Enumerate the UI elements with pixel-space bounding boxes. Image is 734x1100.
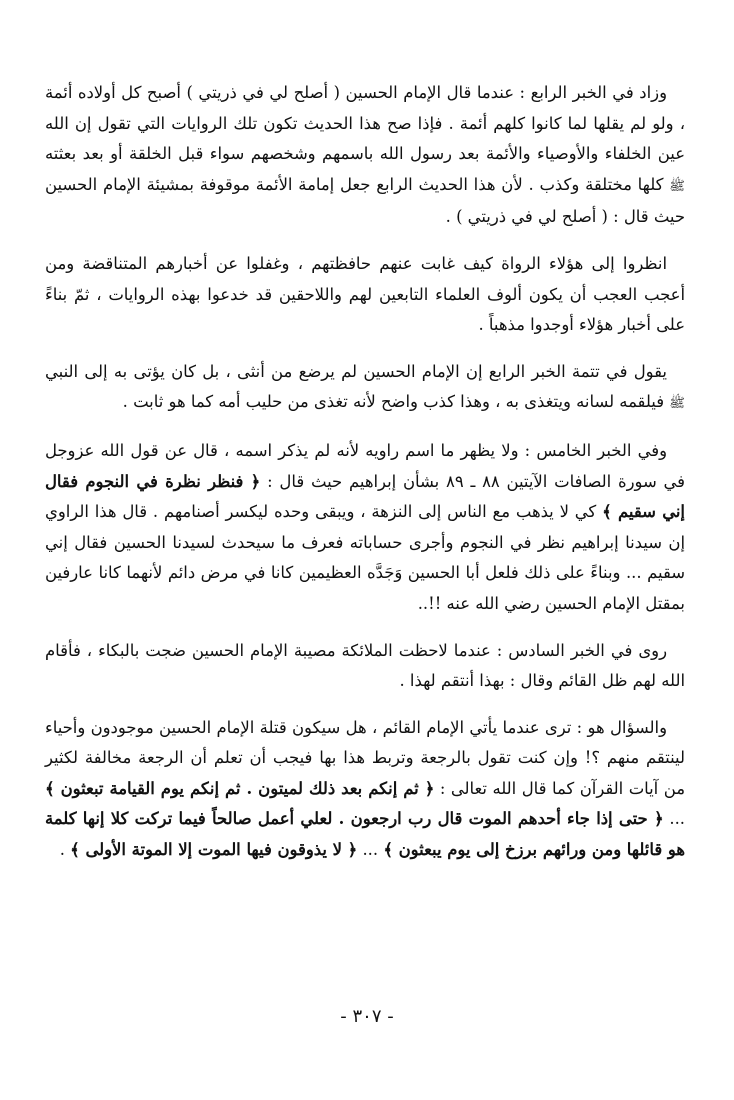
document-page [45, 78, 685, 1038]
paragraph-text: وزاد في الخبر الرابع : عندما قال الإمام الحسين ( أصلح لي في ذريتي ) أصبح كل أولاده أئمة ، ولو لم يقلها لما كانوا كلهم أئمة . فإذا صح هذا الحديث تكون تلك الروايات التي تقول إن الله عين الخلفاء والأوصياء والأئمة بعد رسول الله باسمهم وشخصهم سواء قبل الخلقة أو بعد بعثته [45, 83, 685, 164]
paragraph-text: فيلقمه لسانه ويتغذى به ، وهذا كذب واضح لأنه تغذى من حليب أمه كما هو ثابت . [122, 392, 670, 412]
paragraph-text: كلها مختلقة وكذب . لأن هذا الحديث الرابع جعل إمامة الأئمة موقوفة بمشيئة الإمام الحسين حيث قال : ( أصلح لي في ذريتي ) . [45, 174, 685, 227]
paragraph-text: ... [357, 840, 384, 860]
quran-quote: ﴿ ثم إنكم بعد ذلك لميتون . ثم إنكم يوم القيامة تبعثون ﴾ [45, 778, 435, 798]
paragraph [45, 78, 685, 233]
paragraph-text: وفي الخبر الخامس : ولا يظهر ما اسم راويه لأنه لم يذكر اسمه ، قال عن قول الله عزوجل في سورة الصافات الآيتين ٨٨ ـ ٨٩ بشأن إبراهيم حيث قال : [45, 440, 685, 491]
paragraph-text: انظروا إلى هؤلاء الرواة كيف غابت عنهم حافظتهم ، وغفلوا عن أخبارهم المتناقضة ومن أعجب العجب أن يكون ألوف العلماء التابعين لهم واللاحقين قد خدعوا بهذه الروايات ، ثمّ بناءً على أخبار هؤلاء أوجدوا مذهباً . [45, 253, 685, 335]
paragraph-text: كي لا يذهب مع الناس إلى النزهة ، ويبقى وحده ليكسر أصنامهم . قال هذا الراوي إن سيدنا إبراهيم نظر في النجوم وأجرى حساباته فعرف ما سيحدث لسيدنا الحسين فقال إني سقيم ... وبناءً على ذلك فلعل أبا الحسين وَجَدَّه العظيمين كانا في مرض دائم لأنهما كانا عارفين بمقتل الإمام الحسين رضي الله عنه !!.. [45, 502, 685, 613]
quran-quote: ﴿ فنظر نظرة في النجوم فقال إني سقيم ﴾ [45, 471, 685, 522]
paragraph-text: يقول في تتمة الخبر الرابع إن الإمام الحسين لم يرضع من أنثى ، بل كان يؤتى به إلى النبي [45, 361, 667, 381]
paragraph [45, 636, 685, 697]
paragraph [45, 357, 685, 420]
paragraph [45, 249, 685, 341]
quran-quote: ﴿ حتى إذا جاء أحدهم الموت قال رب ارجعون . لعلي أعمل صالحاً فيما تركت كلا إنها كلمة هو قائلها ومن ورائهم برزخ إلى يوم يبعثون ﴾ [45, 809, 685, 860]
paragraph-text: . [59, 840, 71, 860]
page-number: - ٣٠٧ - [340, 1006, 394, 1027]
salutation-symbol: ﷺ [669, 178, 685, 194]
paragraph-text: والسؤال هو : ترى عندما يأتي الإمام القائم ، هل سيكون قتلة الإمام الحسين موجودون وأحياء لينتقم منهم ؟! وإن كنت تقول بالرجعة وتربط هذا بها فيجب أن تعلم أن الرجعة مخالفة لكثير من آيات القرآن كما قال الله تعالى : [45, 717, 685, 798]
paragraph [45, 436, 685, 620]
salutation-symbol: ﷺ [669, 396, 685, 412]
paragraph [45, 713, 685, 866]
paragraph-text: روى في الخبر السادس : عندما لاحظت الملائكة مصيبة الإمام الحسين ضجت بالبكاء ، فأقام الله لهم ظل القائم وقال : بهذا أنتقم لهذا . [45, 640, 685, 691]
paragraph-text: ... [663, 809, 686, 829]
quran-quote: ﴿ لا يذوقون فيها الموت إلا الموتة الأولى ﴾ [70, 840, 358, 860]
